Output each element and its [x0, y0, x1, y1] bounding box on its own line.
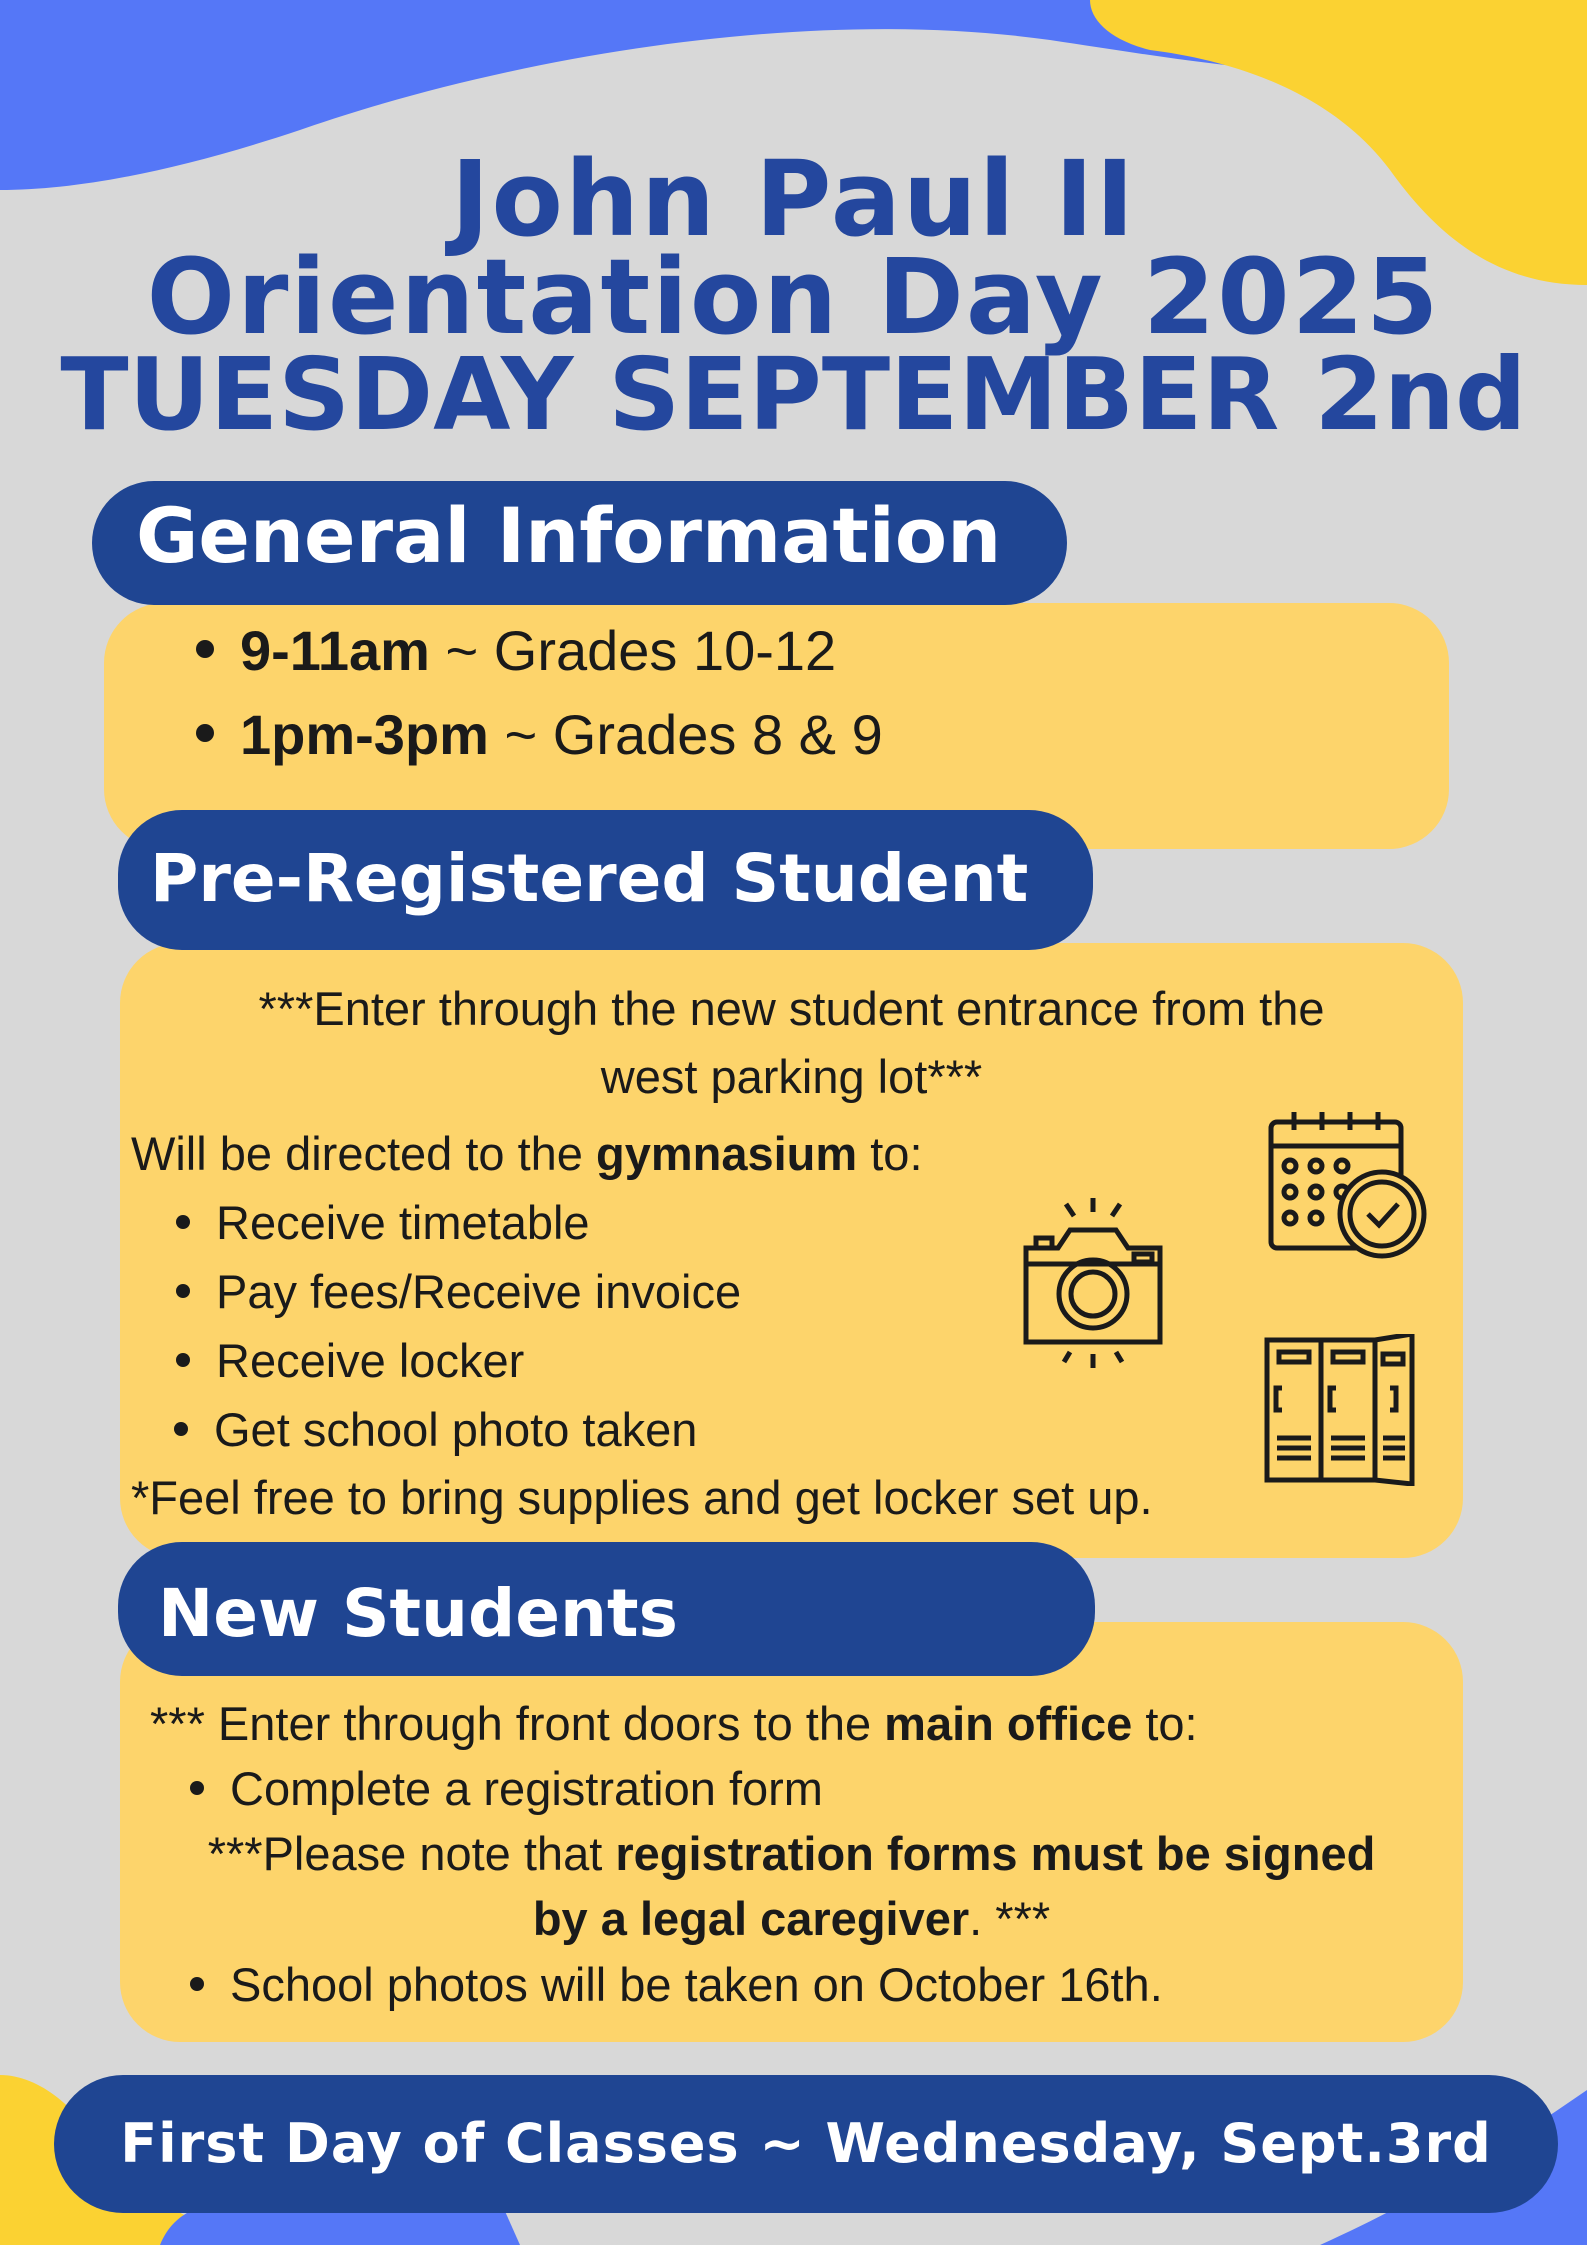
title-date: TUESDAY SEPTEMBER 2nd: [60, 336, 1527, 453]
pre-item-4-text: Get school photo taken: [214, 1403, 698, 1456]
bullet-icon: [176, 1353, 190, 1367]
pre-item-2-text: Pay fees/Receive invoice: [216, 1265, 742, 1318]
pre-directed-prefix: Will be directed to the: [131, 1127, 596, 1180]
new-note-bold-2: by a legal caregiver: [532, 1892, 970, 1945]
new-item-1-text: Complete a registration form: [230, 1762, 823, 1815]
pre-item-1-text: Receive timetable: [216, 1196, 590, 1249]
bullet-icon: [176, 1215, 190, 1229]
new-item-2-text: School photos will be taken on October 16th.: [230, 1958, 1163, 2011]
pre-item-3: [176, 1333, 524, 1388]
new-entrance-prefix: *** Enter through front doors to the: [150, 1697, 885, 1750]
new-note-prefix: ***Please note that: [207, 1827, 616, 1880]
new-note-suffix: . ***: [969, 1892, 1051, 1945]
general-item-2-time: 1pm-3pm: [240, 703, 489, 766]
pre-item-2: [176, 1264, 741, 1319]
general-info-heading: General Information: [92, 481, 1067, 605]
new-entrance-suffix: to:: [1132, 1697, 1198, 1750]
general-item-2: [196, 702, 883, 767]
general-item-1-desc: ~ Grades 10-12: [429, 619, 837, 682]
new-item-2: [190, 1957, 1163, 2012]
bullet-icon: [196, 640, 214, 658]
new-entrance-bold: main office: [884, 1697, 1133, 1750]
pre-item-3-text: Receive locker: [216, 1334, 525, 1387]
new-item-1: [190, 1761, 823, 1816]
pre-item-4: [174, 1402, 697, 1457]
locker-icon: [1262, 1334, 1426, 1486]
bullet-icon: [176, 1284, 190, 1298]
bullet-icon: [190, 1977, 204, 1991]
pre-entrance-line-1: ***Enter through the new student entrance from the: [258, 982, 1325, 1035]
pre-directed-line: [131, 1126, 923, 1181]
new-note-line-2: [120, 1891, 1463, 1946]
pre-entrance-line-2: west parking lot***: [600, 1050, 983, 1103]
title-event: Orientation Day 2025: [146, 236, 1441, 358]
pre-item-1: [176, 1195, 590, 1250]
new-note-bold-1: registration forms must be signed: [615, 1827, 1376, 1880]
pre-directed-bold: gymnasium: [596, 1127, 858, 1180]
title-school-name: John Paul II: [450, 138, 1137, 260]
bullet-icon: [174, 1422, 188, 1436]
bullet-icon: [196, 724, 214, 742]
general-item-2-desc: ~ Grades 8 & 9: [488, 703, 883, 766]
pre-note: *Feel free to bring supplies and get locker set up.: [131, 1471, 1153, 1524]
new-entrance-line: [150, 1696, 1198, 1751]
calendar-clock-icon: [1266, 1108, 1430, 1264]
new-note-line-1: [120, 1826, 1463, 1881]
general-item-1: [196, 618, 836, 683]
camera-icon: [1018, 1196, 1168, 1372]
pre-directed-suffix: to:: [857, 1127, 923, 1180]
general-item-1-time: 9-11am: [240, 619, 430, 682]
new-students-heading: New Students: [118, 1542, 1095, 1676]
footer-first-day: First Day of Classes ~ Wednesday, Sept.3rd: [54, 2075, 1558, 2213]
pre-registered-heading: Pre-Registered Student: [118, 810, 1093, 950]
bullet-icon: [190, 1781, 204, 1795]
